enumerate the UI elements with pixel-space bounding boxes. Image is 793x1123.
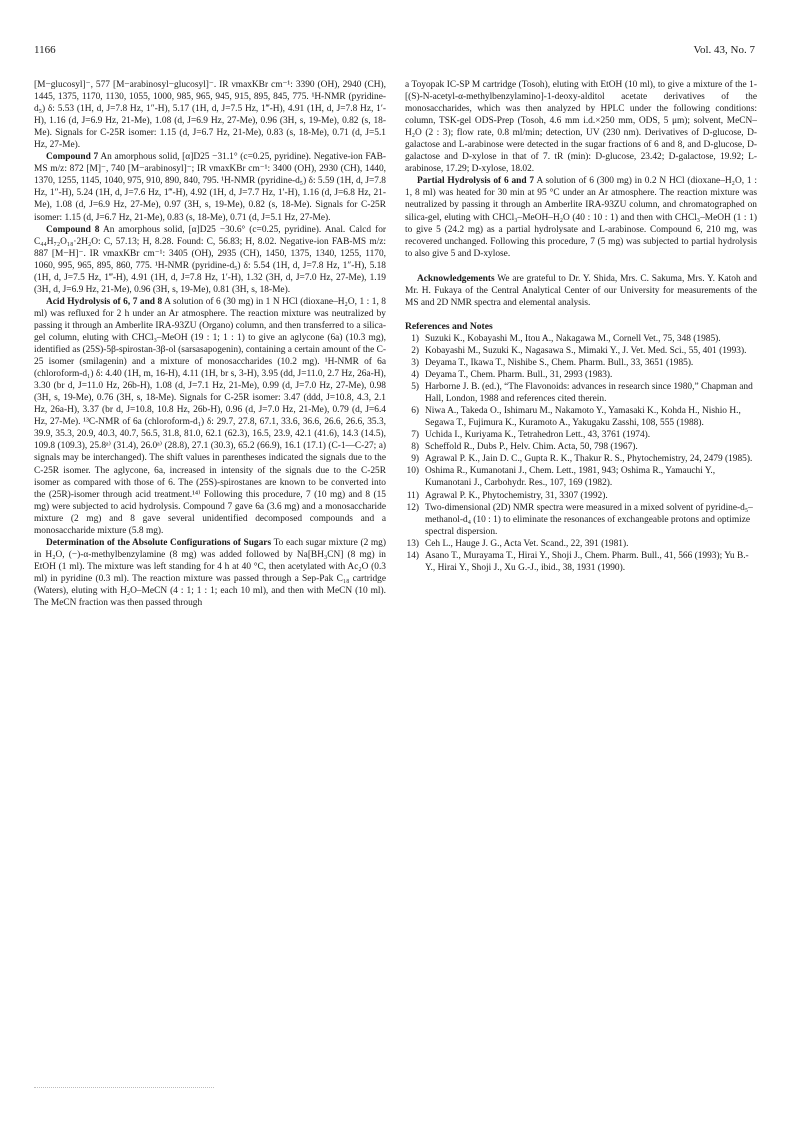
reference-item <box>405 405 757 429</box>
reference-item <box>405 490 757 502</box>
reference-text: Deyama T., Ikawa T., Nishibe S., Chem. Pharm. Bull., 33, 3651 (1985). <box>425 357 694 368</box>
absolute-config-text: To each sugar mixture (2 mg) in H₂O, (−)-α-methylbenzylamine (8 mg) was added followed by Na[BH₃CN] (8 mg) in EtOH (1 ml). The mixture was left standing for 4 h at 40 °C, then acetylated with Ac₂O (0.3 ml) in pyridine (0.3 ml). The reaction mixture was passed through a Sep-Pak C₁₈ cartridge (Waters), eluting with H₂O–MeCN (4 : 1; 1 : 1; each 10 ml), and then with MeCN (10 ml). The MeCN fraction was then passed through <box>34 537 386 609</box>
reference-number: 9) <box>411 454 419 465</box>
reference-number: 14) <box>406 550 419 561</box>
left-column <box>34 79 386 609</box>
reference-number: 3) <box>411 357 419 368</box>
reference-item <box>405 333 757 345</box>
compound-8-heading: Compound 8 <box>46 224 100 235</box>
reference-item <box>405 502 757 538</box>
reference-item <box>405 357 757 369</box>
acknowledgements-heading: Acknowledgements <box>417 273 495 284</box>
footer-rule <box>34 1087 214 1088</box>
reference-item <box>405 550 757 574</box>
reference-text: Deyama T., Chem. Pharm. Bull., 31, 2993 (1983). <box>425 370 613 381</box>
reference-number: 7) <box>411 430 419 441</box>
reference-item <box>405 453 757 465</box>
reference-number: 10) <box>406 466 419 477</box>
reference-item <box>405 429 757 441</box>
compound-8-paragraph <box>34 224 386 296</box>
compound-6-data: [M−glucosyl]⁻, 577 [M−arabinosyl−glucosyl]⁻. IR νmaxKBr cm⁻¹: 3390 (OH), 2940 (CH), 1445, 1375, 1170, 1130, 1055, 1000, 985, 965, 945, 915, 895, 845, 775. ¹H-NMR (pyridine-d₅) δ: 5.53 (1H, d, J=7.8 Hz, 1″-H), 5.17 (1H, d, J=7.5 Hz, 1‴-H), 4.91 (1H, d, J=7.8 Hz, 1′-H), 1.16 (d, J=6.9 Hz, 21-Me), 1.08 (d, J=6.9 Hz, 27-Me), 0.96 (3H, s, 19-Me), 0.82 (s, 18-Me). Signals for C-25R isomer: 1.15 (d, J=6.7 Hz, 21-Me), 0.83 (s, 18-Me), 0.71 (d, J=5.1 Hz, 27-Me). <box>34 80 386 151</box>
reference-number: 12) <box>406 502 419 513</box>
acid-hydrolysis-heading: Acid Hydrolysis of 6, 7 and 8 <box>46 296 163 307</box>
absolute-config-paragraph <box>34 537 386 609</box>
reference-number: 1) <box>411 333 419 344</box>
reference-number: 5) <box>411 382 419 393</box>
reference-text: Asano T., Murayama T., Hirai Y., Shoji J., Chem. Pharm. Bull., 41, 566 (1993); Yu B.-Y., Hirai Y., Shoji J., Xu G.-J., ibid., 38, 1931 (1990). <box>425 550 749 573</box>
reference-text: Uchida I., Kuriyama K., Tetrahedron Lett., 43, 3761 (1974). <box>425 430 651 441</box>
reference-text: Oshima R., Kumanotani J., Chem. Lett., 1981, 943; Oshima R., Yamauchi Y., Kumanotani J., Carbohydr. Res., 107, 169 (1982). <box>425 466 716 489</box>
page-number: 1166 <box>34 44 56 56</box>
acknowledgements-paragraph <box>405 273 757 309</box>
references-heading: References and Notes <box>405 320 493 332</box>
reference-number: 2) <box>411 345 419 356</box>
reference-list <box>405 333 757 574</box>
right-column <box>405 79 757 574</box>
absolute-config-continued: a Toyopak IC-SP M cartridge (Tosoh), eluting with EtOH (10 ml), to give a mixture of the 1-[(S)-N-acetyl-α-methylbenzylamino]-1-deoxy-alditol acetate derivatives of the monosaccharides, which was then analyzed by HPLC under the following conditions: column, TSK-gel ODS-Prep (Tosoh, 4.6 mm i.d.×250 mm, ODS, 5 μm); solvent, MeCN–H₂O (2 : 3); flow rate, 0.8 ml/min; detection, UV (230 nm). Derivatives of D-glucose, D-galactose and L-arabinose were detected in the sugar fractions of 6 and 8, and D-glucose, D-galactose and D-xylose in that of 7. tR (min): D-glucose, 23.42; D-galactose, 19.92; L-arabinose, 17.29; D-xylose, 18.02. <box>405 80 757 175</box>
reference-text: Niwa A., Takeda O., Ishimaru M., Nakamoto Y., Yamasaki K., Kohda H., Nishio H., Segawa T., Fujimura K., Kuramoto A., Yakugaku Zasshi, 108, 555 (1988). <box>425 406 741 429</box>
reference-number: 6) <box>411 406 419 417</box>
compound-7-paragraph <box>34 151 386 223</box>
reference-text: Agrawal P. K., Phytochemistry, 31, 3307 (1992). <box>425 490 608 501</box>
partial-hydrolysis-heading: Partial Hydrolysis of 6 and 7 <box>417 176 535 187</box>
reference-text: Scheffold R., Dubs P., Helv. Chim. Acta, 50, 798 (1967). <box>425 442 638 453</box>
compound-7-heading: Compound 7 <box>46 152 99 163</box>
reference-text: Ceh L., Hauge J. G., Acta Vet. Scand., 22, 391 (1981). <box>425 538 629 549</box>
reference-item <box>405 538 757 550</box>
acknowledgements-text: We are grateful to Dr. Y. Shida, Mrs. C. Sakuma, Mrs. Y. Katoh and Mr. H. Fukaya of the Central Analytical Center of our University for measurements of the MS and 2D NMR spectra and elemental analysis. <box>405 273 757 308</box>
reference-item <box>405 465 757 489</box>
reference-text: Harborne J. B. (ed.), “The Flavonoids: advances in research since 1980,” Chapman and Hall, London, 1988 and references cited therein. <box>425 382 753 405</box>
compound-8-text: An amorphous solid, [α]D25 −30.6° (c=0.25, pyridine). Anal. Calcd for C₄₄H₇₂O₁₈·2H₂O: C, 57.13; H, 8.28. Found: C, 56.83; H, 8.02. Negative-ion FAB-MS m/z: 887 [M−H]⁻. IR νmaxKBr cm⁻¹: 3405 (OH), 2935 (CH), 1450, 1375, 1340, 1255, 1170, 1060, 995, 965, 895, 860, 775. ¹H-NMR (pyridine-d₅) δ: 5.54 (1H, d, J=7.8 Hz, 1″-H), 5.18 (1H, d, J=7.5 Hz, 1‴-H), 4.91 (1H, d, J=7.8 Hz, 1′-H), 1.32 (3H, d, J=7.0 Hz, 27-Me), 1.19 (3H, d, J=6.9 Hz, 21-Me), 0.96 (3H, s, 19-Me), 0.81 (3H, s, 18-Me). <box>34 224 387 295</box>
absolute-config-heading: Determination of the Absolute Configurations of Sugars <box>46 537 272 548</box>
partial-hydrolysis-text: A solution of 6 (300 mg) in 0.2 N HCl (dioxane–H₂O, 1 : 1, 8 ml) was heated for 30 min at 95 °C under an Ar atmosphere. The reaction mixture was neutralized by passing it through an Amberlite IRA-93ZU column, and chromatographed on silica-gel, eluting with CHCl₃–MeOH–H₂O (40 : 10 : 1) and then with CHCl₃–MeOH (1 : 1) to give 5 (24.2 mg) as a partial hydrolysate and L-arabinose. Compound 6, 210 mg, was recovered unchanged. Following this procedure, 7 (5 mg) was subjected to partial hydrolysis to also give 5 and D-xylose. <box>405 176 758 259</box>
reference-number: 13) <box>406 538 419 549</box>
reference-item <box>405 369 757 381</box>
reference-item <box>405 381 757 405</box>
acid-hydrolysis-text: A solution of 6 (30 mg) in 1 N HCl (dioxane–H₂O, 1 : 1, 8 ml) was refluxed for 2 h under an Ar atmosphere. The reaction mixture was neutralized by passing it through an Amberlite IRA-93ZU (Organo) column, and then transferred to a silica-gel column, eluting with CHCl₃–MeOH (19 : 1; 1 : 1) to give an aglycone (6a) (10.3 mg), identified as (25S)-5β-spirostan-3β-ol (sarsasapogenin), containing a certain amount of the C-25 isomer (smilagenin) and a mixture of monosaccharides (10.2 mg). ¹H-NMR of 6a (chloroform-d₁) δ: 4.40 (1H, m, 16-H), 4.11 (1H, br s, 3-H), 3.95 (dd, J=11.0, 2.7 Hz, 26a-H), 3.30 (br d, J=11.0 Hz, 26b-H), 1.08 (d, J=7.1 Hz, 21-Me), 0.99 (d, J=7.0 Hz, 27-Me), 0.98 (3H, s, 19-Me), 0.76 (3H, s, 18-Me). Signals for C-25R isomer: 3.47 (ddd, J=10.8, 4.3, 2.1 Hz, 26a-H), 3.37 (br d, J=10.8, 10.8 Hz, 26b-H), 0.96 (d, J=7.0 Hz, 21-Me), 0.79 (d, J=6.4 Hz, 27-Me). ¹³C-NMR of 6a (chloroform-d₁) δ: 29.7, 27.8, 67.1, 33.6, 36.6, 26.6, 26.6, 35.3, 39.9, 35.3, 20.9, 40.3, 40.7, 56.5, 31.8, 81.0, 62.1 (62.3), 16.5, 23.9, 42.1 (41.6), 14.3 (14.5), 109.8 (109.3), 25.8ᵃ⁾ (31.4), 26.0ᵃ⁾ (28.8), 27.1 (30.3), 65.2 (66.9), 16.1 (17.1) (C-1—C-27; a) signals may be interchanged). The shift values in parentheses indicated the signals due to the C-25R isomer. The aglycone, 6a, increased in intensity of the signals due to the C-25R isomer as compared with those of 6. The (25S)-spirostanes are known to be converted into the (25R)-isomer through acid treatment.¹⁴⁾ Following this procedure, 7 (10 mg) and 8 (15 mg) were subjected to acid hydrolysis. Compound 7 gave 6a (3.6 mg) and a monosaccharide mixture (2 mg) and 8 gave several unidentified decomposed compounds and a monosaccharide mixture (5.8 mg). <box>34 296 386 536</box>
reference-number: 4) <box>411 370 419 381</box>
journal-volume: Vol. 43, No. 7 <box>693 44 755 56</box>
compound-7-text: An amorphous solid, [α]D25 −31.1° (c=0.25, pyridine). Negative-ion FAB-MS m/z: 872 [M]⁻, 740 [M−arabinosyl]⁻; IR νmaxKBr cm⁻¹: 3400 (OH), 2930 (CH), 1440, 1370, 1255, 1145, 1040, 975, 910, 890, 840, 795. ¹H-NMR (pyridine-d₅) δ: 5.59 (1H, d, J=7.8 Hz, 1″-H), 5.24 (1H, d, J=7.6 Hz, 1‴-H), 4.92 (1H, d, J=7.7 Hz, 1′-H), 1.16 (d, J=6.8 Hz, 21-Me), 1.08 (d, J=6.9 Hz, 27-Me), 0.97 (3H, s, 19-Me), 0.82 (s, 18-Me). Signals for C-25R isomer: 1.15 (d, J=6.7 Hz, 21-Me), 0.83 (s, 18-Me), 0.71 (d, J=5.1 Hz, 27-Me). <box>34 152 387 223</box>
reference-text: Kobayashi M., Suzuki K., Nagasawa S., Mimaki Y., J. Vet. Med. Sci., 55, 401 (1993). <box>425 345 747 356</box>
reference-item <box>405 441 757 453</box>
reference-text: Suzuki K., Kobayashi M., Itou A., Nakagawa M., Cornell Vet., 75, 348 (1985). <box>425 333 721 344</box>
partial-hydrolysis-paragraph <box>405 175 757 259</box>
reference-item <box>405 345 757 357</box>
acid-hydrolysis-paragraph <box>34 296 386 537</box>
reference-number: 11) <box>406 490 419 501</box>
reference-text: Two-dimensional (2D) NMR spectra were measured in a mixed solvent of pyridine-d₅–methanol-d₄ (10 : 1) to eliminate the resonances of exchangeable protons and optimize spectral dispersion. <box>425 502 753 537</box>
reference-number: 8) <box>411 442 419 453</box>
reference-text: Agrawal P. K., Jain D. C., Gupta R. K., Thakur R. S., Phytochemistry, 24, 2479 (1985). <box>425 454 753 465</box>
